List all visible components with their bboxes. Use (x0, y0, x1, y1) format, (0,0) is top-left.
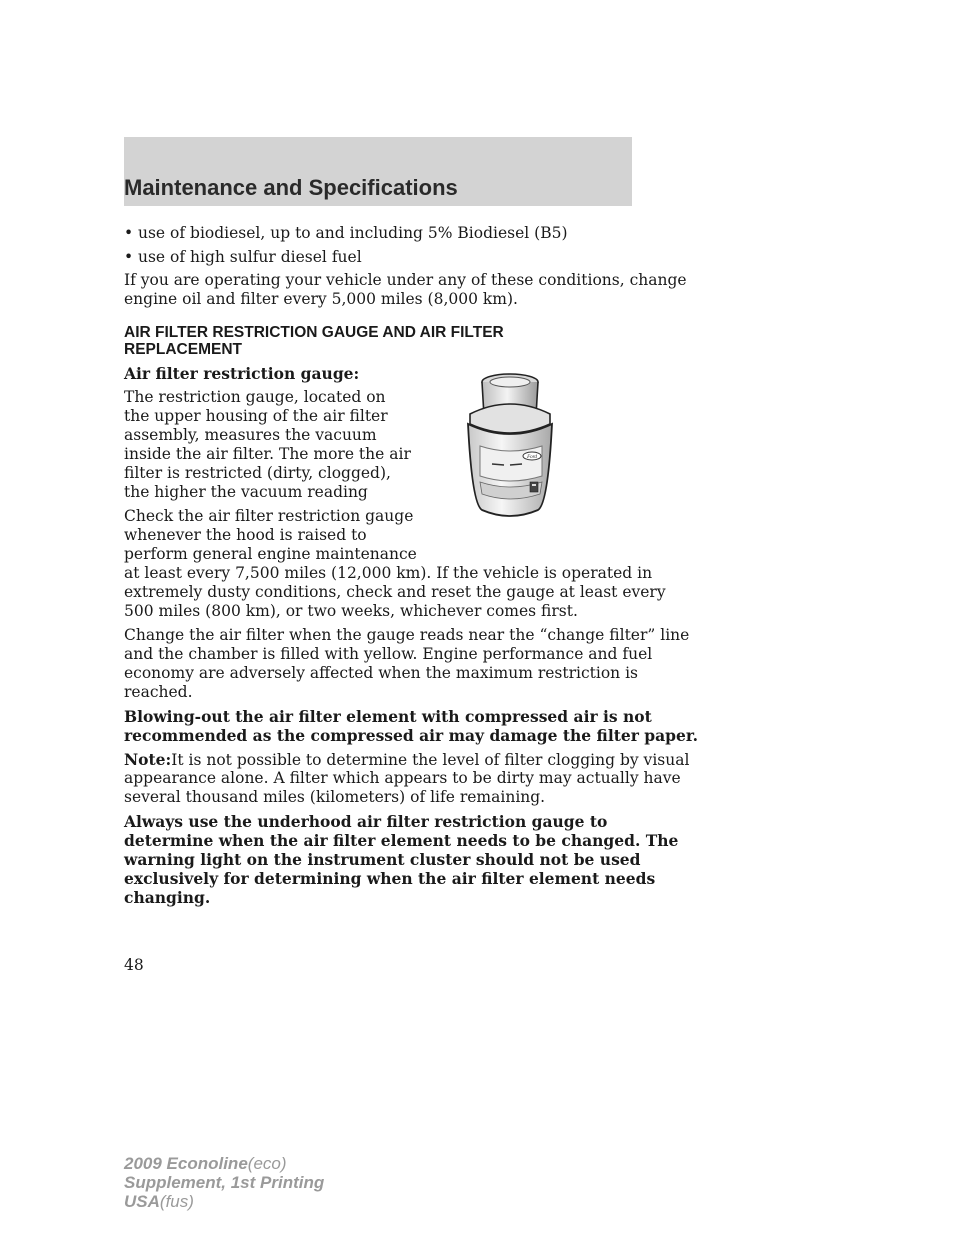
footer-region: USA (124, 1192, 160, 1211)
section-heading-line: REPLACEMENT (124, 341, 242, 358)
page-title: Maintenance and Specifications (124, 175, 458, 200)
emphasis-line: warning light on the instrument cluster should not be used (124, 850, 641, 869)
note-line: appearance alone. A filter which appears to be dirty may actually have (124, 769, 681, 787)
emphasis-line: exclusively for determining when the air filter element needs (124, 869, 656, 888)
list-item-text: use of high sulfur diesel fuel (138, 248, 362, 266)
section-heading-line: AIR FILTER RESTRICTION GAUGE AND AIR FILTER (124, 324, 504, 341)
paragraph-line: perform general engine maintenance (124, 545, 417, 563)
svg-text:Ford: Ford (527, 455, 537, 460)
footer-line (124, 1154, 324, 1173)
paragraph-line: The restriction gauge, located on (124, 388, 386, 406)
warning-line: Blowing-out the air filter element with compressed air is not (124, 707, 652, 726)
bullet-dot: • (124, 224, 134, 242)
footer-region-code: (fus) (159, 1192, 194, 1211)
paragraph-line: Change the air filter when the gauge reads near the “change filter” line (124, 626, 690, 644)
footer-line (124, 1192, 324, 1211)
note-line: several thousand miles (kilometers) of life remaining. (124, 788, 546, 806)
note-line (124, 750, 689, 770)
bullet-dot: • (124, 248, 134, 266)
emphasis-line: determine when the air filter element needs to be changed. The (124, 831, 679, 850)
paragraph-line: extremely dusty conditions, check and reset the gauge at least every (124, 583, 666, 601)
footer-model-code: (eco) (247, 1154, 287, 1173)
paragraph-line: Check the air filter restriction gauge (124, 507, 414, 525)
paragraph-line: economy are adversely affected when the maximum restriction is (124, 664, 638, 682)
paragraph-line: at least every 7,500 miles (12,000 km). If the vehicle is operated in (124, 564, 653, 582)
list-item (124, 224, 568, 243)
paragraph-line: the higher the vacuum reading (124, 483, 368, 501)
section-heading (124, 324, 504, 358)
subheading: Air filter restriction gauge: (124, 364, 360, 383)
air-filter-restriction-gauge-icon (452, 364, 570, 524)
paragraph-line: the upper housing of the air filter (124, 407, 388, 425)
page-number: 48 (124, 956, 144, 974)
list-item-text: use of biodiesel, up to and including 5% Biodiesel (B5) (138, 224, 568, 242)
paragraph-line: reached. (124, 683, 193, 701)
paragraph-line: 500 miles (800 km), or two weeks, whichever comes first. (124, 602, 578, 620)
emphasis-line: Always use the underhood air filter restriction gauge to (124, 812, 608, 831)
footer-line: Supplement, 1st Printing (124, 1173, 325, 1192)
footer (124, 1154, 324, 1211)
note-text: It is not possible to determine the level of filter clogging by visual (171, 751, 690, 769)
paragraph-line: inside the air filter. The more the air (124, 445, 411, 463)
warning-line: recommended as the compressed air may damage the filter paper. (124, 726, 699, 745)
paragraph-line: whenever the hood is raised to (124, 526, 367, 544)
paragraph-line: engine oil and filter every 5,000 miles (8,000 km). (124, 290, 518, 308)
note-label: Note: (124, 750, 172, 769)
paragraph-line: If you are operating your vehicle under any of these conditions, change (124, 271, 687, 289)
footer-model: 2009 Econoline (124, 1154, 248, 1173)
paragraph-line: and the chamber is filled with yellow. Engine performance and fuel (124, 645, 653, 663)
list-item (124, 248, 362, 267)
paragraph-line: assembly, measures the vacuum (124, 426, 377, 444)
emphasis-line: changing. (124, 888, 211, 907)
paragraph-line: filter is restricted (dirty, clogged), (124, 464, 391, 482)
